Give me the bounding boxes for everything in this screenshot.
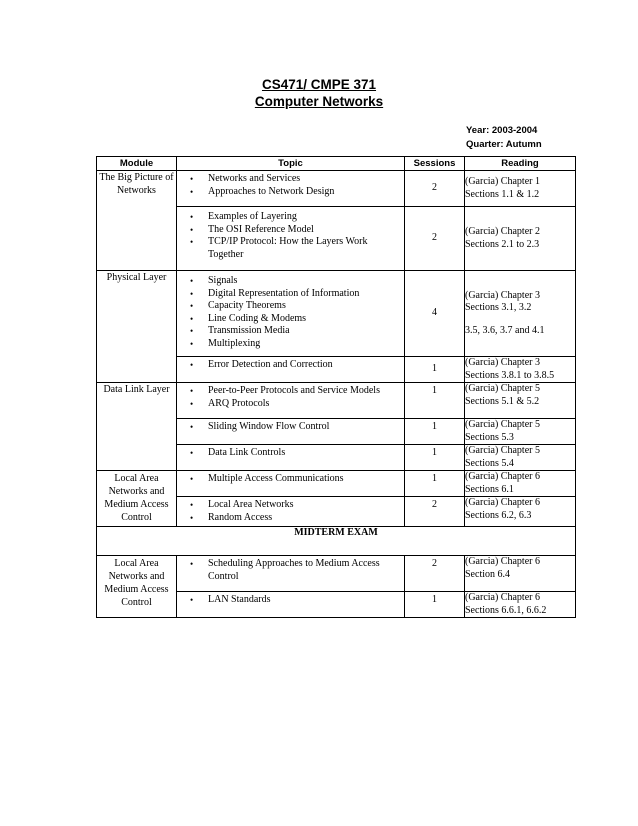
sessions-cell: 4 bbox=[405, 271, 465, 357]
reading-cell: (Garcia) Chapter 6 Sections 6.1 bbox=[465, 471, 576, 497]
topic-cell bbox=[177, 497, 405, 527]
table-row bbox=[97, 527, 576, 556]
list-item: • Digital Representation of Information bbox=[190, 287, 360, 299]
reading-cell: (Garcia) Chapter 6 Sections 6.6.1, 6.6.2 bbox=[465, 592, 576, 618]
topic-cell bbox=[177, 419, 405, 445]
list-item: • Sliding Window Flow Control bbox=[190, 421, 330, 432]
reading-cell: (Garcia) Chapter 1 Sections 1.1 & 1.2 bbox=[465, 171, 576, 207]
table-row bbox=[97, 556, 576, 592]
topic-cell bbox=[177, 271, 405, 357]
list-item: • Local Area Networks bbox=[190, 499, 294, 510]
list-item: • Transmission Media bbox=[190, 325, 290, 336]
list-item: • Examples of Layering bbox=[190, 211, 297, 222]
bullet-icon: • bbox=[190, 360, 194, 370]
table-row bbox=[97, 383, 576, 419]
bullet-icon: • bbox=[190, 422, 194, 432]
list-item: • Capacity Theorems bbox=[190, 300, 286, 311]
topic-cell bbox=[177, 592, 405, 618]
sessions-cell: 2 bbox=[405, 171, 465, 207]
bullet-icon: • bbox=[190, 474, 194, 484]
bullet-icon: • bbox=[190, 398, 194, 409]
bullet-icon: • bbox=[190, 301, 194, 311]
column-header-topic: Topic bbox=[177, 157, 405, 171]
table-row bbox=[97, 271, 576, 357]
reading-cell: (Garcia) Chapter 5 Sections 5.1 & 5.2 bbox=[465, 383, 576, 419]
table-row bbox=[97, 471, 576, 497]
sessions-cell: 1 bbox=[405, 471, 465, 497]
bullet-icon: • bbox=[190, 276, 194, 286]
sessions-cell: 1 bbox=[405, 357, 465, 383]
topic-cell bbox=[177, 556, 405, 592]
sessions-cell: 2 bbox=[405, 556, 465, 592]
reading-cell: (Garcia) Chapter 5 Sections 5.3 bbox=[465, 419, 576, 445]
table-header-row bbox=[97, 157, 576, 171]
list-item: • Error Detection and Correction bbox=[190, 359, 333, 370]
topic-cell bbox=[177, 383, 405, 419]
list-item: • Networks and Services bbox=[190, 173, 301, 184]
column-header-reading: Reading bbox=[465, 157, 576, 171]
course-code: CS471/ CMPE 371 bbox=[261, 77, 377, 92]
bullet-icon: • bbox=[190, 186, 194, 197]
reading-cell: (Garcia) Chapter 6 Sections 6.2, 6.3 bbox=[465, 497, 576, 527]
term-info bbox=[466, 124, 542, 152]
list-item: • Approaches to Network Design bbox=[190, 185, 335, 197]
bullet-icon: • bbox=[190, 237, 194, 247]
list-item: • Multiple Access Communications bbox=[190, 473, 344, 484]
bullet-icon: • bbox=[190, 174, 194, 184]
bullet-icon: • bbox=[190, 212, 194, 222]
midterm-exam-label: MIDTERM EXAM bbox=[97, 527, 576, 556]
module-cell: Physical Layer bbox=[97, 271, 177, 383]
topic-cell bbox=[177, 445, 405, 471]
module-cell: Data Link Layer bbox=[97, 383, 177, 471]
bullet-icon: • bbox=[190, 386, 194, 396]
bullet-icon: • bbox=[190, 224, 194, 235]
reading-cell: (Garcia) Chapter 2 Sections 2.1 to 2.3 bbox=[465, 207, 576, 271]
reading-cell: (Garcia) Chapter 3 Sections 3.1, 3.2 3.5, 3.6, 3.7 and 4.1 bbox=[465, 271, 576, 357]
topic-cell bbox=[177, 207, 405, 271]
bullet-icon: • bbox=[190, 500, 194, 510]
bullet-icon: • bbox=[190, 595, 194, 605]
list-item: • Line Coding & Modems bbox=[190, 312, 307, 324]
list-item: • Multiplexing bbox=[190, 337, 261, 349]
topic-cell bbox=[177, 171, 405, 207]
list-item: • Random Access bbox=[190, 511, 273, 523]
bullet-icon: • bbox=[190, 288, 194, 299]
module-cell: Local Area Networks and Medium Access Control bbox=[97, 471, 177, 527]
list-item: Control bbox=[208, 570, 239, 582]
topic-cell bbox=[177, 471, 405, 497]
document-title bbox=[0, 76, 638, 110]
list-item: • Data Link Controls bbox=[190, 447, 286, 458]
year-label: Year: 2003-2004 bbox=[466, 125, 538, 136]
reading-cell: (Garcia) Chapter 6 Section 6.4 bbox=[465, 556, 576, 592]
bullet-icon: • bbox=[190, 326, 194, 336]
list-item: Together bbox=[208, 248, 244, 260]
column-header-sessions: Sessions bbox=[405, 157, 465, 171]
bullet-icon: • bbox=[190, 559, 194, 569]
list-item: • LAN Standards bbox=[190, 594, 271, 605]
sessions-cell: 1 bbox=[405, 419, 465, 445]
bullet-icon: • bbox=[190, 313, 194, 324]
bullet-icon: • bbox=[190, 448, 194, 458]
reading-cell: (Garcia) Chapter 3 Sections 3.8.1 to 3.8.5 bbox=[465, 357, 576, 383]
column-header-module: Module bbox=[97, 157, 177, 171]
module-cell: The Big Picture of Networks bbox=[97, 171, 177, 271]
quarter-label: Quarter: Autumn bbox=[466, 139, 542, 150]
list-item: • ARQ Protocols bbox=[190, 397, 270, 409]
list-item: • Scheduling Approaches to Medium Access bbox=[190, 558, 380, 569]
syllabus-table bbox=[96, 156, 576, 618]
bullet-icon: • bbox=[190, 512, 194, 523]
course-name: Computer Networks bbox=[254, 94, 384, 109]
sessions-cell: 1 bbox=[405, 592, 465, 618]
table-row bbox=[97, 171, 576, 207]
list-item: • Peer-to-Peer Protocols and Service Models bbox=[190, 385, 380, 396]
reading-cell: (Garcia) Chapter 5 Sections 5.4 bbox=[465, 445, 576, 471]
topic-cell bbox=[177, 357, 405, 383]
sessions-cell: 2 bbox=[405, 497, 465, 527]
bullet-icon: • bbox=[190, 338, 194, 349]
list-item: • The OSI Reference Model bbox=[190, 223, 314, 235]
sessions-cell: 1 bbox=[405, 383, 465, 419]
module-cell: Local Area Networks and Medium Access Control bbox=[97, 556, 177, 618]
sessions-cell: 1 bbox=[405, 445, 465, 471]
sessions-cell: 2 bbox=[405, 207, 465, 271]
list-item: • Signals bbox=[190, 275, 238, 286]
list-item: • TCP/IP Protocol: How the Layers Work bbox=[190, 236, 368, 247]
